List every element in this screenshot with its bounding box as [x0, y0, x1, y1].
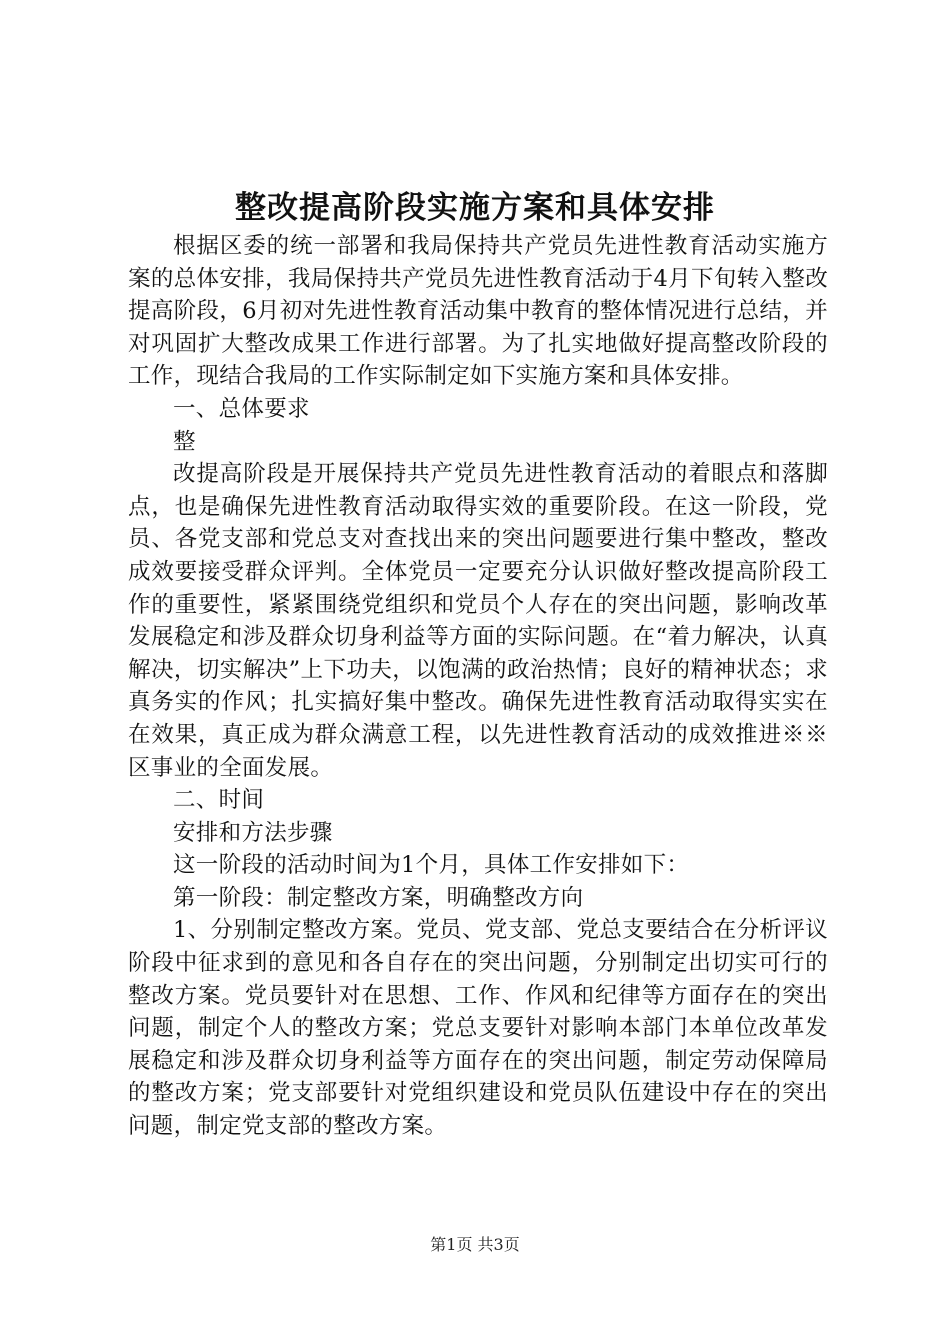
paragraph-schedule-intro: 这一阶段的活动时间为1个月，具体工作安排如下： [173, 852, 690, 879]
document-title: 整改提高阶段实施方案和具体安排 [235, 190, 715, 226]
paragraph-stage-one-item-1: 1、分别制定整改方案。党员、党支部、党总支要结合在分析评议阶段中征求到的意见和各自存在的突出问题，分别制定出切实可行的整改方案。党员要针对在思想、工作、作风和纪律等方面存在的突出问题，制定个人的整改方案；党总支要针对影响本部门本单位改革发展稳定和涉及群众切身利益等方面存在的突出问题，制定劳动保障局的整改方案；党支部要针对党组织建设和党员队伍建设中存在的突出问题，制定党支部的整改方案。 [128, 917, 828, 1140]
document-body [128, 230, 828, 1143]
page-number-footer: 第1页 共3页 [430, 1235, 520, 1254]
paragraph-intro: 根据区委的统一部署和我局保持共产党员先进性教育活动实施方案的总体安排，我局保持共产党员先进性教育活动于4月下旬转入整改提高阶段，6月初对先进性教育活动集中教育的整体情况进行总结，并对巩固扩大整改成果工作进行部署。为了扎实地做好提高整改阶段的工作，现结合我局的工作实际制定如下实施方案和具体安排。 [128, 233, 828, 390]
paragraph-fragment: 整 [173, 428, 196, 455]
paragraph-general-requirements: 改提高阶段是开展保持共产党员先进性教育活动的着眼点和落脚点，也是确保先进性教育活动取得实效的重要阶段。在这一阶段，党员、各党支部和党总支对查找出来的突出问题要进行集中整改，整改成效要接受群众评判。全体党员一定要充分认识做好整改提高阶段工作的重要性，紧紧围绕党组织和党员个人存在的突出问题，影响改革发展稳定和涉及群众切身利益等方面的实际问题。在“着力解决，认真解决，切实解决”上下功夫，以饱满的政治热情；良好的精神状态；求真务实的作风；扎实搞好集中整改。确保先进性教育活动取得实实在在效果，真正成为群众满意工程，以先进性教育活动的成效推进※※区事业的全面发展。 [128, 461, 828, 781]
section-heading-time: 二、时间 [173, 787, 265, 814]
section-heading-time-continued: 安排和方法步骤 [173, 819, 333, 846]
stage-one-heading: 第一阶段：制定整改方案，明确整改方向 [173, 884, 584, 911]
section-heading-general-requirements: 一、总体要求 [173, 395, 310, 422]
